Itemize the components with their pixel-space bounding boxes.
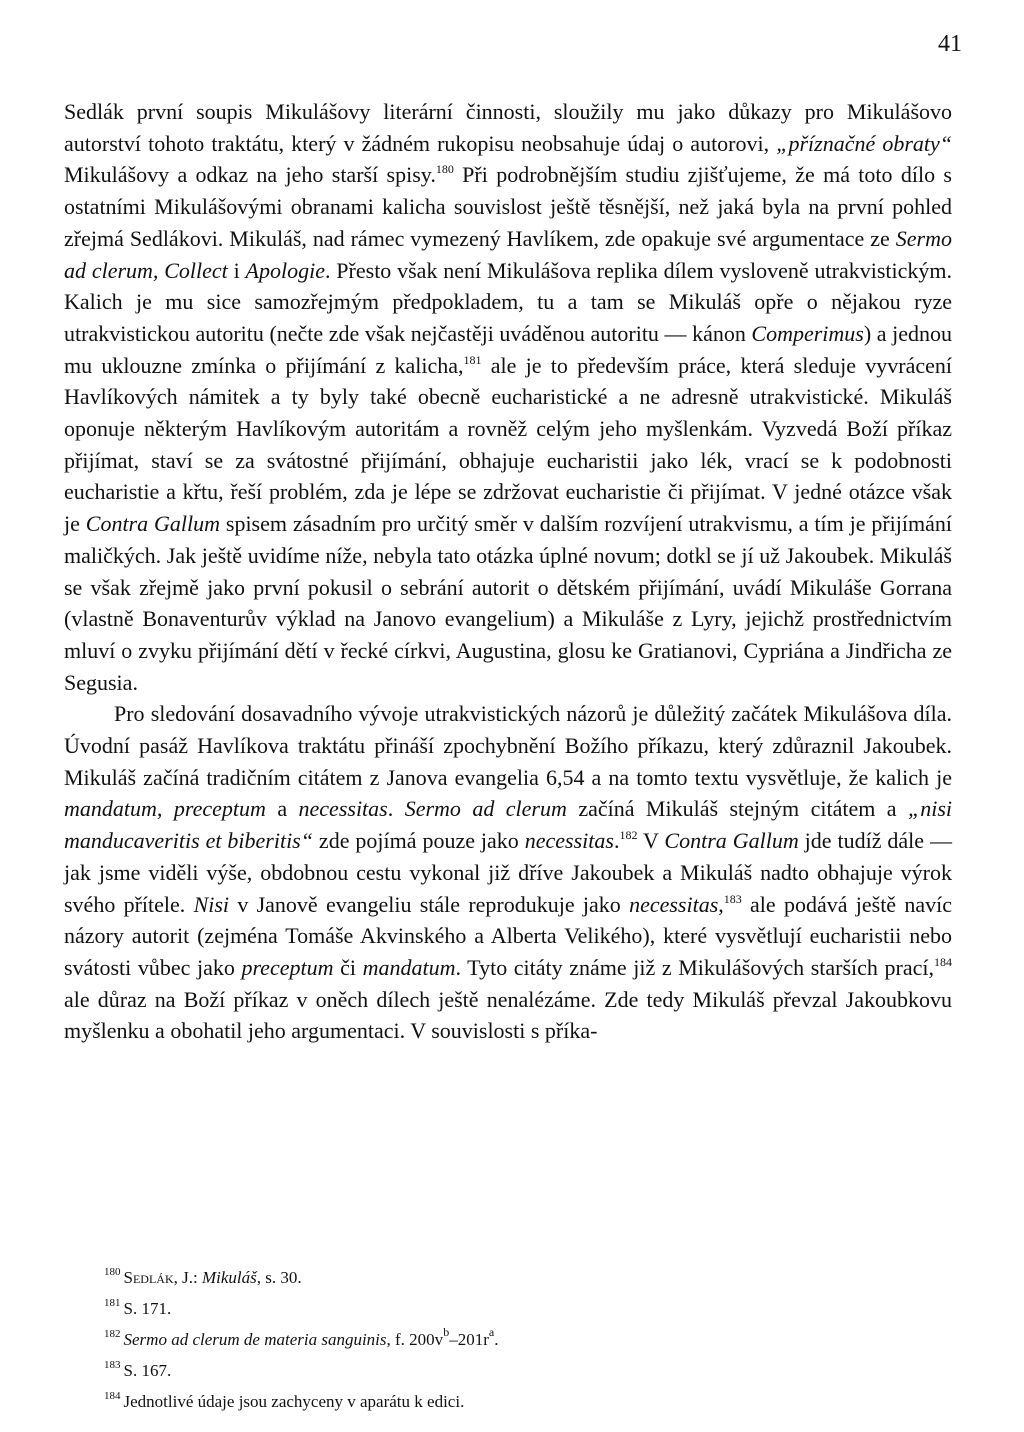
text-run: . xyxy=(613,828,620,854)
footnote xyxy=(104,1324,864,1355)
italic-text: mandatum, preceptum xyxy=(64,796,266,822)
text-run: –201r xyxy=(449,1330,489,1349)
italic-text: Sermo ad clerum xyxy=(404,796,567,822)
italic-text: Sermo ad clerum de materia sanguinis xyxy=(123,1330,387,1349)
italic-text: Comperimus xyxy=(751,320,864,346)
page-number: 41 xyxy=(938,31,962,57)
text-run: Při podrobnějším studiu zjišťujeme, že má toto dílo s ostatními Mikulášovými obranami kalicha souvislost ještě těsnější, než jaká byla na první pohled zřejmá Sedlákovi. Mikuláš, nad rámec vymezený Havlíkem, zde opakuje své argumentace ze xyxy=(64,162,952,251)
footnote xyxy=(104,1355,864,1386)
text-run: spisem zásadním pro určitý směr v dalším rozvíjení utrakvismu, a tím je přijímání maličkých. Jak ještě uvidíme níže, nebyla tato otázka úplné novum; dotkl se jí už Jakoubek. Mikuláš se však zřejmě jako první pokusil o sebrání autorit o dětském přijímání, uvádí Mikuláše Gorrana (vlastně Bonaventurův výklad na Janovo evangelium) a Mikuláše z Lyry, jejichž prostřednictvím mluví o zvyku přijímání dětí v řecké církvi, Augustina, glosu ke Gratianovi, Cypriána a Jindřicha ze Segusia. xyxy=(64,511,952,695)
body-text xyxy=(64,96,952,1047)
italic-text: Sermo ad clerum, Collect xyxy=(64,225,952,283)
italic-text: necessitas xyxy=(298,796,388,822)
text-run: jde tudíž dále — jak jsme viděli výše, obdobnou cestu vykonal již dříve Jakoubek a Mikuláš nadto obhajuje výrok svého přítele. xyxy=(64,828,952,917)
text-run: , s. 30. xyxy=(256,1268,302,1287)
footnote-reference: 181 xyxy=(463,352,482,367)
text-run: , f. 200v xyxy=(386,1330,444,1349)
text-run: S. 167. xyxy=(123,1361,172,1380)
text-run: ale je to především práce, která sleduje vyvrácení Havlíkových námitek a ty byly také obecně eucharistické a ne adresně utrakvistické. Mikuláš oponuje některým Havlíkovým autoritám a rovněž celým jeho myšlenkám. Vyzvedá Boží příkaz přijímat, staví se za svátostné přijímání, obhajuje eucharistii jako lék, vrací se k podobnosti eucharistie a křtu, řeší problém, zda je lépe se zdržovat eucharistie či přijímat. V jedné otázce však je xyxy=(64,352,952,537)
text-run: Sedlák první soupis Mikulášovy literární činnosti, sloužily mu jako důkazy pro Mikulášovo autorství tohoto traktátu, který v žádném rukopisu neobsahuje údaj o autorovi, xyxy=(64,99,952,156)
italic-text: necessitas xyxy=(524,828,614,854)
footnote-number: 182 xyxy=(104,1328,121,1340)
italic-text: Nisi xyxy=(193,891,230,917)
footnote-reference: 182 xyxy=(619,828,638,843)
footnote xyxy=(104,1262,864,1293)
footnote-number: 183 xyxy=(104,1359,121,1371)
text-run: . xyxy=(494,1330,499,1349)
text-run: , J.: xyxy=(173,1268,202,1287)
italic-text: „příznačné obraty“ xyxy=(776,130,952,156)
footnote-number: 181 xyxy=(104,1297,121,1309)
text-run: Mikulášovy a odkaz na jeho starší spisy. xyxy=(64,162,436,188)
text-run: . Přesto však není Mikulášova replika dílem vysloveně utrakvistickým. Kalich je mu sice samozřejmým předpokladem, tu a tam se Mikuláš opře o nějakou ryze utrakvistickou autoritu (nečte zde však nejčastěji uváděnou autoritu — kánon xyxy=(64,257,952,346)
small-caps-text: Sedlák xyxy=(123,1268,174,1287)
footnote-number: 180 xyxy=(104,1266,121,1278)
text-run: . xyxy=(387,796,405,822)
text-run: i xyxy=(227,257,246,283)
text-run: či xyxy=(333,954,363,980)
text-run: ) a jednou mu uklouzne zmínka o přijímání z kalicha, xyxy=(64,320,952,378)
footnote xyxy=(104,1293,864,1324)
italic-text: necessitas xyxy=(629,891,719,917)
text-run: , xyxy=(718,891,724,917)
text-run: ale podává ještě navíc názory autorit (zejména Tomáše Akvinského a Alberta Velikého), které vysvětlují eucharistii nebo svátosti vůbec jako xyxy=(64,891,952,980)
italic-text: Apologie xyxy=(245,257,325,283)
paragraph xyxy=(64,698,952,1047)
text-run: Jednotlivé údaje jsou zachyceny v aparátu k edici. xyxy=(123,1392,465,1411)
footnote-reference: 180 xyxy=(435,162,454,177)
italic-text: „nisi manducaveritis et biberitis“ xyxy=(64,796,953,854)
footnote-reference: a xyxy=(488,1325,495,1339)
text-run: ale důraz na Boží příkaz v oněch dílech ještě nenalézáme. Zde tedy Mikuláš převzal Jakoubkovu myšlenku a obohatil jeho argumentaci. V souvislosti s příka- xyxy=(64,986,952,1044)
text-run: . Tyto citáty známe již z Mikulášových starších prací, xyxy=(455,954,934,980)
italic-text: preceptum xyxy=(241,954,334,980)
text-run: začíná Mikuláš stejným citátem a xyxy=(566,796,908,822)
italic-text: Contra Gallum xyxy=(85,511,220,537)
footnote-reference: 183 xyxy=(723,891,742,906)
footnote-reference: 184 xyxy=(933,954,952,969)
footnote-number: 184 xyxy=(104,1390,121,1402)
text-run: V xyxy=(637,828,665,854)
paragraph xyxy=(64,96,952,698)
text-run: a xyxy=(265,796,299,822)
italic-text: mandatum xyxy=(362,954,456,980)
text-run: S. 171. xyxy=(123,1299,172,1318)
footnote xyxy=(104,1386,864,1417)
text-run: Pro sledování dosavadního vývoje utrakvistických názorů je důležitý začátek Mikulášova díla. Úvodní pasáž Havlíkova traktátu přináší zpochybnění Božího příkazu, který zdůraznil Jakoubek. Mikuláš začíná tradičním citátem z Janova evangelia 6,54 a na tomto textu vysvětluje, že kalich je xyxy=(64,701,952,790)
text-run: v Janově evangeliu stále reprodukuje jako xyxy=(229,891,630,917)
italic-text: Mikuláš xyxy=(201,1268,257,1287)
footnotes xyxy=(104,1262,864,1417)
italic-text: Contra Gallum xyxy=(664,828,799,854)
text-run: zde pojímá pouze jako xyxy=(312,828,525,854)
footnote-reference: b xyxy=(443,1325,450,1339)
